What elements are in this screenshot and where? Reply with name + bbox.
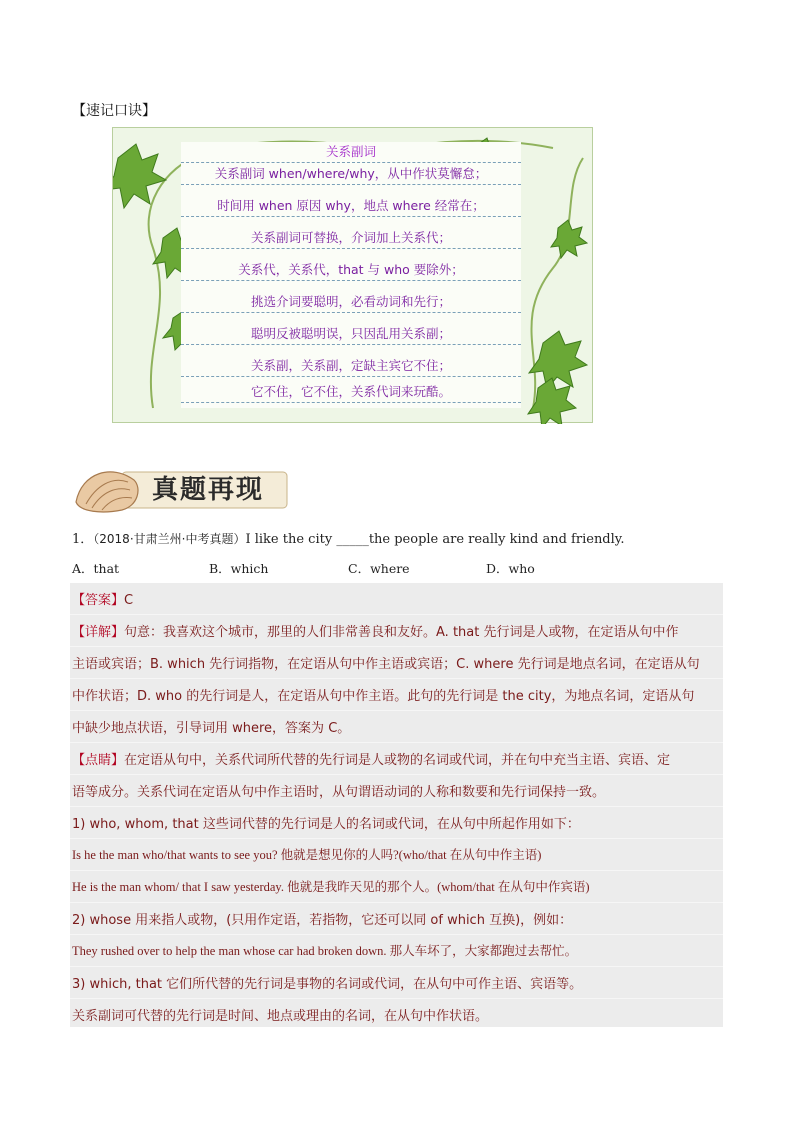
tip-tag: 【点睛】 <box>72 753 125 768</box>
option-b: B．which <box>209 561 269 576</box>
detail-line <box>72 621 678 640</box>
answer-explanation <box>70 583 723 1027</box>
detail-tag: 【详解】 <box>72 625 125 640</box>
poem-line: 关系代，关系代，that 与 who 要除外； <box>181 260 521 281</box>
question-stem <box>72 528 625 547</box>
question-blank: _____ <box>336 532 369 547</box>
answer-value: C <box>124 593 134 608</box>
note-line: 3) which, that 它们所代替的先行词是事物的名词或代词，在从句中可作主语、宾语等。 <box>72 977 583 992</box>
note-line: He is the man whom/ that I saw yesterday. 他就是我昨天见的那个人。(whom/that 在从句中作宾语) <box>72 880 590 894</box>
section-banner <box>72 462 292 514</box>
option-a: A．that <box>72 561 120 576</box>
poem-line: 聪明反被聪明误，只因乱用关系副； <box>181 324 521 345</box>
question-number: 1． <box>72 532 94 547</box>
question-text-after: the people are really kind and friendly. <box>368 532 625 547</box>
detail-line: 主语或宾语；B. which 先行词指物，在定语从句中作主语或宾语；C. where 先行词是地点名词，在定语从句 <box>72 657 700 672</box>
note-line: 2) whose 用来指人或物，(只用作定语，若指物，它还可以同 of which 互换)，例如： <box>72 913 573 928</box>
option-c: C．where <box>348 561 410 576</box>
section-title: 真题再现 <box>152 475 265 505</box>
poem-line: 时间用 when 原因 why，地点 where 经常在； <box>181 196 521 217</box>
note-line: They rushed over to help the man whose car had broken down. 那人车坏了，大家都跑过去帮忙。 <box>72 944 578 958</box>
poem-line: 关系副，关系副，定缺主宾它不住； <box>181 356 521 377</box>
note-line: Is he the man who/that wants to see you? 他就是想见你的人吗?(who/that 在从句中作主语) <box>72 848 542 862</box>
note-line: 关系副词可代替的先行词是时间、地点或理由的名词，在从句中作状语。 <box>72 1009 489 1024</box>
tip-line: 语等成分。关系代词在定语从句中作主语时，从句谓语动词的人称和数要和先行词保持一致。 <box>72 785 606 800</box>
mnemonic-header: 【速记口诀】 <box>72 103 156 119</box>
poem-line: 它不住，它不住，关系代词来玩酷。 <box>181 382 521 403</box>
poem-line: 关系副词 when/where/why，从中作状莫懈怠； <box>181 164 521 185</box>
poem-line: 关系副词可替换，介词加上关系代； <box>181 228 521 249</box>
tip-line <box>72 749 670 768</box>
answer-line <box>72 589 133 608</box>
note-line: 1) who, whom, that 这些词代替的先行词是人的名词或代词，在从句中所起作用如下： <box>72 817 580 832</box>
poem-panel <box>181 142 521 408</box>
mnemonic-poem-box <box>112 127 593 423</box>
tip-text: 在定语从句中，关系代词所代替的先行词是人或物的名词或代词，并在句中充当主语、宾语、定 <box>124 753 671 768</box>
option-d: D．who <box>486 561 535 576</box>
poem-title: 关系副词 <box>181 142 521 163</box>
detail-line: 中缺少地点状语，引导词用 where，答案为 C。 <box>72 721 351 736</box>
detail-line: 中作状语；D. who 的先行词是人，在定语从句中作主语。此句的先行词是 the city，为地点名词，定语从句 <box>72 689 695 704</box>
answer-tag: 【答案】 <box>72 593 125 608</box>
detail-text: 句意：我喜欢这个城市，那里的人们非常善良和友好。A. that 先行词是人或物，在定语从句中作 <box>124 625 679 640</box>
question-source: （2018·甘肃兰州·中考真题） <box>93 532 246 546</box>
question-text-before: I like the city <box>245 532 337 547</box>
poem-line: 挑选介词要聪明，必看动词和先行； <box>181 292 521 313</box>
